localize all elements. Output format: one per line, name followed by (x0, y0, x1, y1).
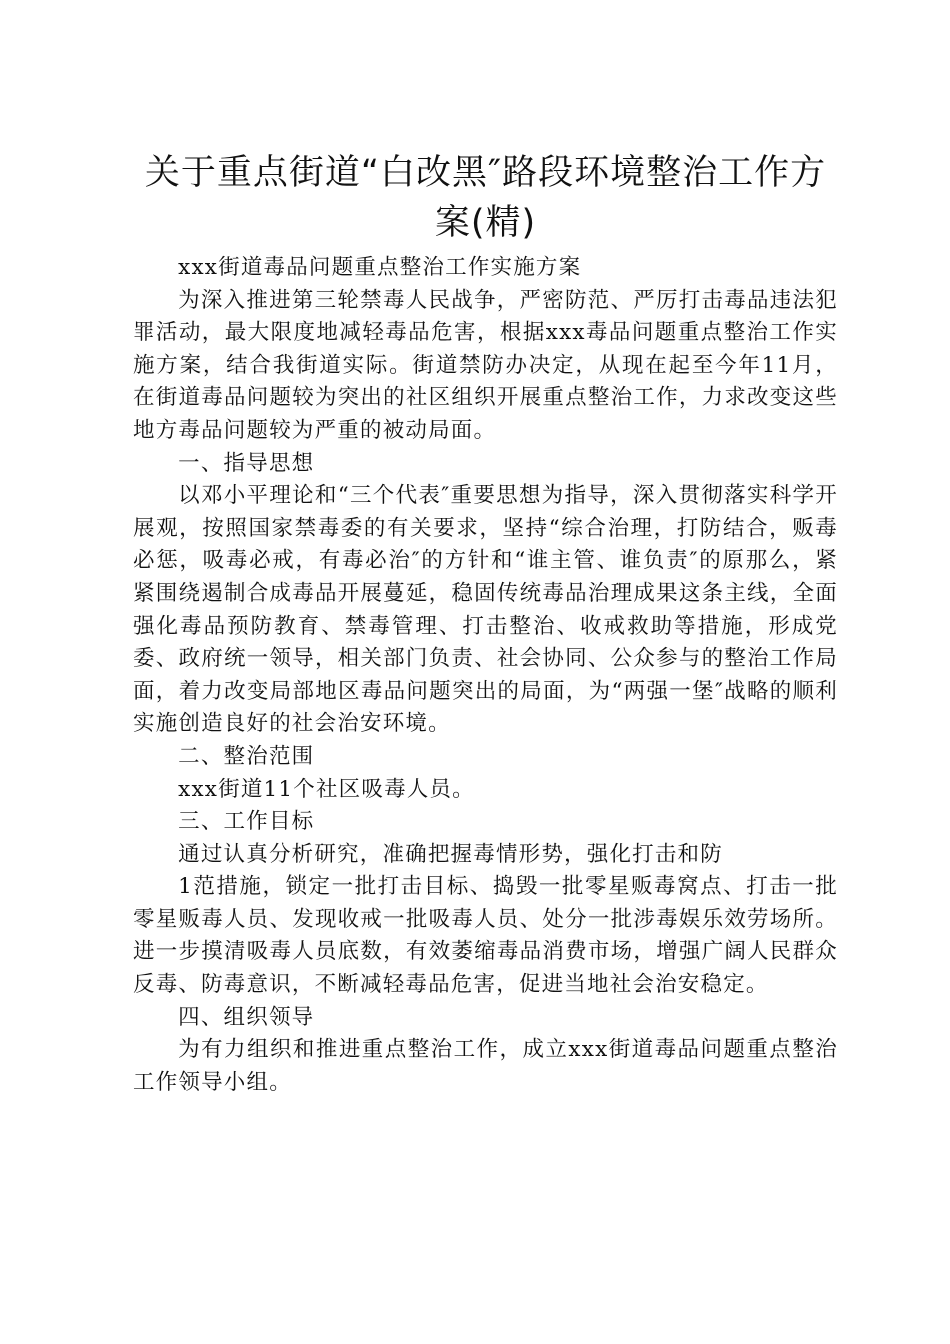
section-heading-goals: 三、工作目标 (178, 809, 315, 835)
section-heading-guiding-thought: 一、指导思想 (178, 450, 315, 476)
section-heading-scope: 二、整治范围 (178, 743, 315, 769)
goals-paragraph-continued: 1范措施，锁定一批打击目标、捣毁一批零星贩毒窝点、打击一批零星贩毒人员、发现收戒一批吸毒人员、处分一批涉毒娱乐效劳场所。进一步摸清吸毒人员底数，有效萎缩毒品消费市场，增强广阔人民群众反毒、防毒意识，不断减轻毒品危害，促进当地社会治安稳定。 (133, 874, 838, 998)
scope-paragraph: xxx街道11个社区吸毒人员。 (178, 776, 475, 802)
document-body (133, 252, 838, 1099)
document-title (133, 150, 838, 250)
intro-paragraph: 为深入推进第三轮禁毒人民战争，严密防范、严厉打击毒品违法犯罪活动，最大限度地减轻毒品危害，根据xxx毒品问题重点整治工作实施方案，结合我街道实际。街道禁防办决定，从现在起至今年11月，在街道毒品问题较为突出的社区组织开展重点整治工作，力求改变这些地方毒品问题较为严重的被动局面。 (133, 287, 838, 443)
title-line-1: 关于重点街道“白改黑″路段环境整治工作方 (144, 153, 827, 193)
subtitle-paragraph: xxx街道毒品问题重点整治工作实施方案 (178, 255, 582, 280)
section-heading-organization: 四、组织领导 (178, 1004, 315, 1030)
title-line-2: 案(精) (434, 203, 537, 243)
organization-paragraph: 为有力组织和推进重点整治工作，成立xxx街道毒品问题重点整治工作领导小组。 (133, 1037, 838, 1095)
goals-paragraph-start: 通过认真分析研究，准确把握毒情形势，强化打击和防 (178, 841, 723, 867)
document-page (133, 150, 838, 1099)
guiding-thought-paragraph: 以邓小平理论和“三个代表″重要思想为指导，深入贯彻落实科学开展观，按照国家禁毒委的有关要求，坚持“综合治理，打防结合，贩毒必惩，吸毒必戒，有毒必治″的方针和“谁主管、谁负责″的原那么，紧紧围绕遏制合成毒品开展蔓延，稳固传统毒品治理成果这条主线，全面强化毒品预防教育、禁毒管理、打击整治、收戒救助等措施，形成党委、政府统一领导，相关部门负责、社会协同、公众参与的整治工作局面，着力改变局部地区毒品问题突出的局面，为“两强一堡″战略的顺利实施创造良好的社会治安环境。 (133, 483, 838, 737)
